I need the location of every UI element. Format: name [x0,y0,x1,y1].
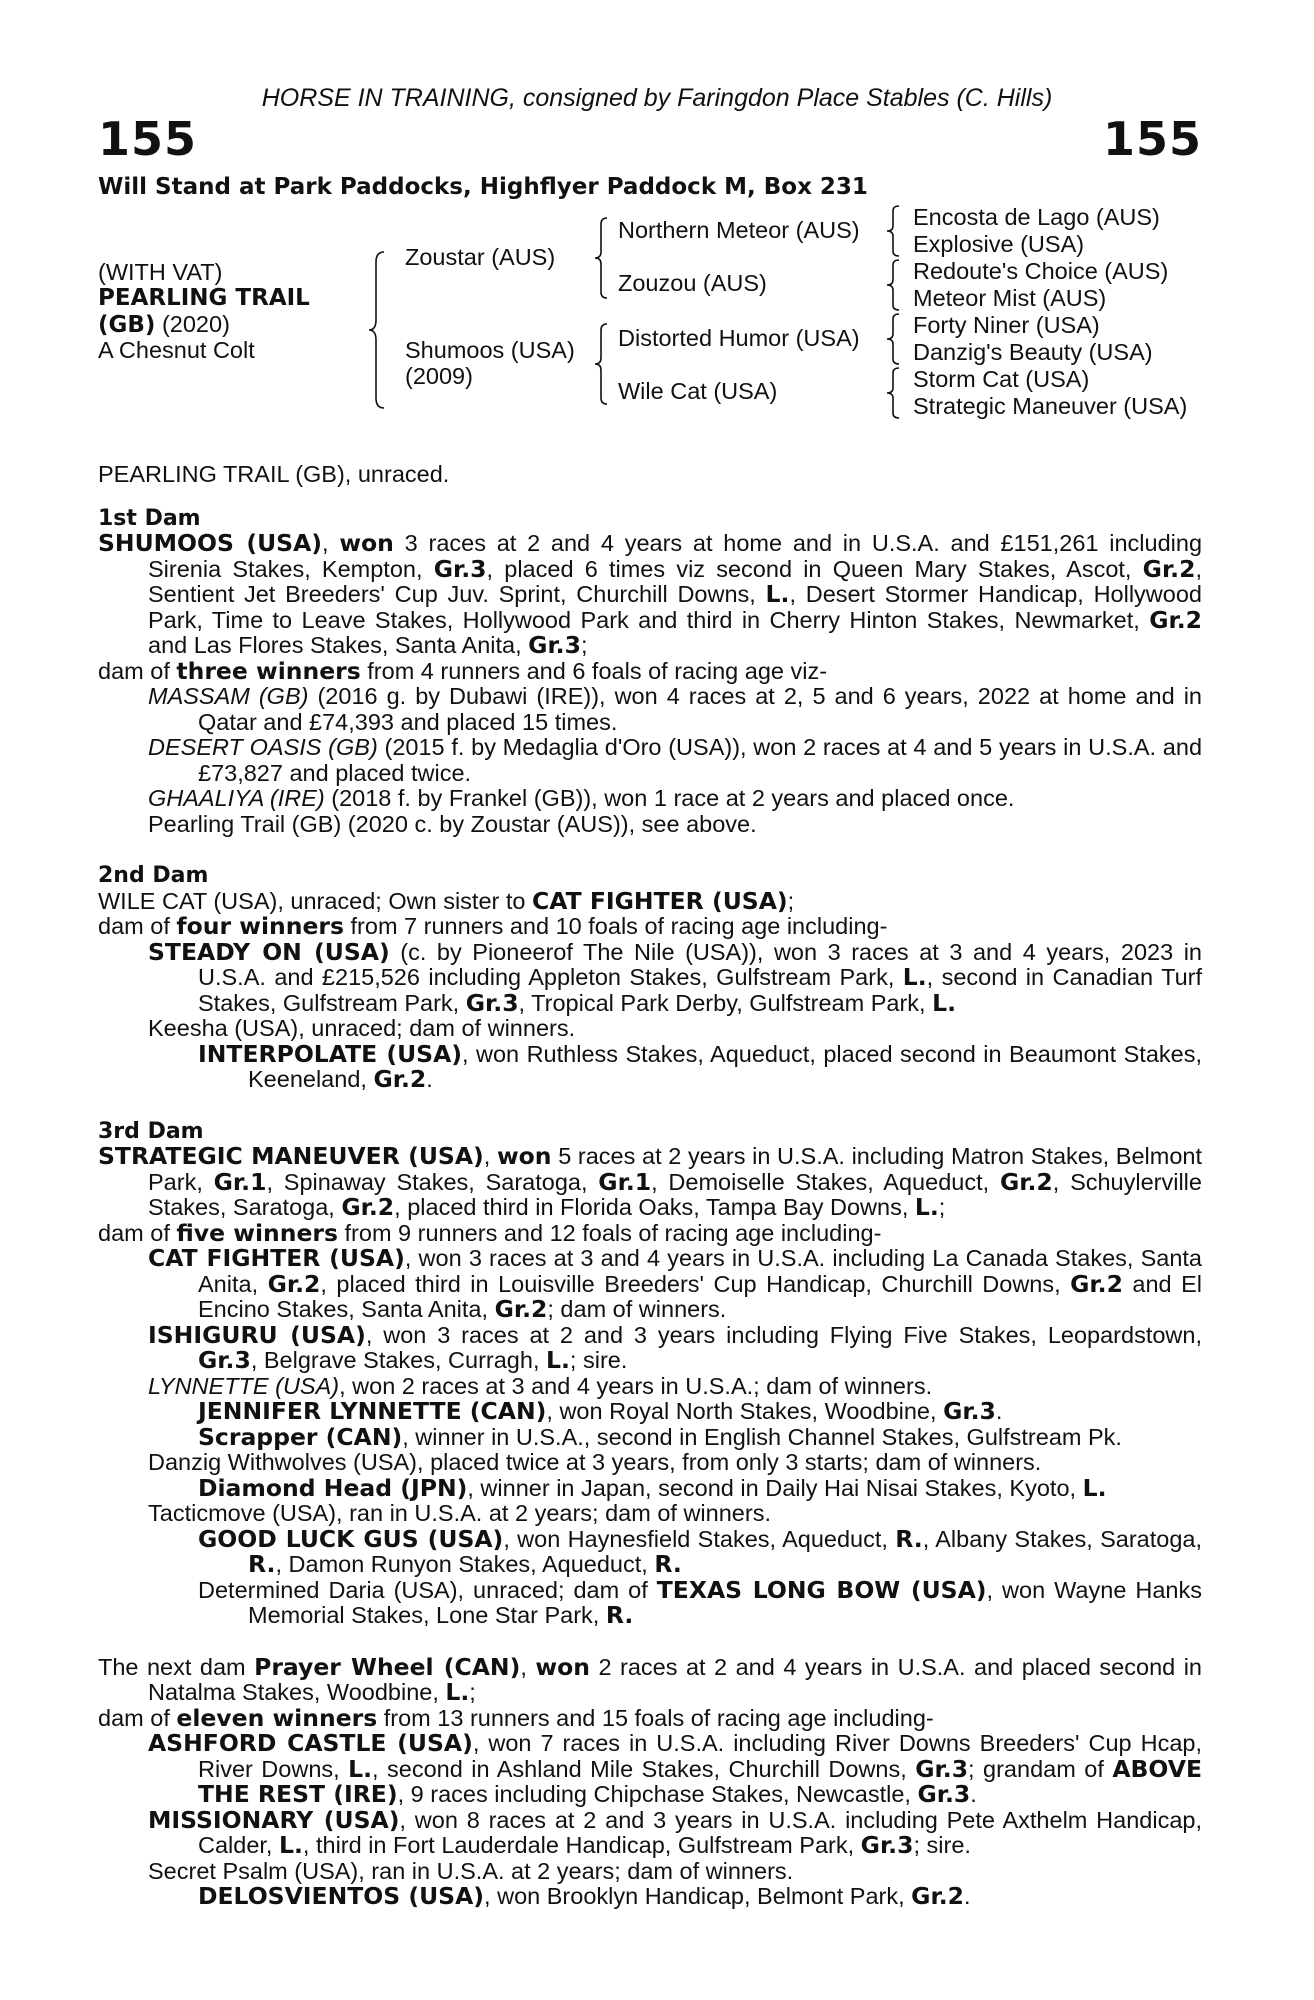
brace-1 [368,250,388,410]
dam-entry-wile-cat: WILE CAT (USA), unraced; Own sister to CAT FIGHTER (USA); [98,886,795,915]
brace-7 [885,366,901,420]
produce-diamond-head: Diamond Head (JPN), winner in Japan, second in Daily Hai Nisai Stakes, Kyoto, L. [198,1473,1107,1502]
grandparent-4: Meteor Mist (AUS) [913,285,1107,311]
dam-entry-shumoos: SHUMOOS (USA), won 3 races at 2 and 4 years at home and in U.S.A. and £151,261 including Sirenia Stakes, Kempton, Gr.3, placed 6 times viz second in Queen Mary Stakes, Ascot, Gr.2, Sentient Jet Breeders' Cup Juv. Sprint, Churchill Downs, L., Desert Stormer Handicap, Hollywood Park, Time to Leave Stakes, Hollywood Park and third in Cherry Hinton Stakes, Newmarket, Gr.2 and Las Flores Stakes, Santa Anita, Gr.3; [98,529,1203,659]
sire-dam: Zouzou (AUS) [618,270,767,296]
grandparent-7: Storm Cat (USA) [913,366,1090,392]
produce-massam: MASSAM (GB) (2016 g. by Dubawi (IRE)), won 4 races at 2, 5 and 6 years, 2022 at home and in Qatar and £74,393 and placed 15 times. [148,683,1202,735]
catalogue-body [98,462,1202,1910]
lot-number-left: 155 [98,112,198,166]
grandparent-2: Explosive (USA) [913,231,1085,257]
dam-dam: Wile Cat (USA) [618,378,778,404]
produce-ashford-castle: ASHFORD CASTLE (USA), won 7 races in U.S.A. including River Downs Breeders' Cup Hcap, River Downs, L., second in Ashland Mile Stakes, Churchill Downs, Gr.3; grandam of ABOVE THE REST (IRE), 9 races including Chipchase Stakes, Newcastle, Gr.3. [148,1729,1203,1808]
horse-description: A Chesnut Colt [98,337,255,363]
next-dam-produce-summary: dam of eleven winners from 13 runners and 15 foals of racing age including- [98,1703,934,1732]
produce-tacticmove: Tacticmove (USA), ran in U.S.A. at 2 years; dam of winners. [148,1500,771,1526]
dam3-produce-summary: dam of five winners from 9 runners and 12 foals of racing age including- [98,1218,882,1247]
produce-keesha: Keesha (USA), unraced; dam of winners. [148,1015,576,1041]
produce-delosvientos: DELOSVIENTOS (USA), won Brooklyn Handicap, Belmont Park, Gr.2. [198,1882,971,1910]
vat-note: (WITH VAT) [98,259,223,285]
produce-scrapper: Scrapper (CAN), winner in U.S.A., second in English Channel Stakes, Gulfstream Pk. [198,1422,1122,1451]
stand-location: Will Stand at Park Paddocks, Highflyer Paddock M, Box 231 [98,174,868,200]
produce-steady-on: STEADY ON (USA) (c. by Pioneerof The Nile (USA)), won 3 races at 3 and 4 years, 2023 in U.S.A. and £215,526 including Appleton Stakes, Gulfstream Park, L., second in Canadian Turf Stakes, Gulfstream Park, Gr.3, Tropical Park Derby, Gulfstream Park, L. [148,937,1202,1017]
grandparent-1: Encosta de Lago (AUS) [913,204,1160,230]
horse-name: PEARLING TRAIL [98,285,310,311]
produce-interpolate: INTERPOLATE (USA), won Ruthless Stakes, Aqueduct, placed second in Beaumont Stakes, Keeneland, Gr.2. [198,1039,1202,1093]
dam-sire: Distorted Humor (USA) [618,325,860,351]
lot-number-right: 155 [1102,112,1202,166]
brace-6 [885,312,901,366]
brace-2 [593,216,609,300]
horse-country-year: (GB) (2020) [98,311,230,338]
produce-desert-oasis: DESERT OASIS (GB) (2015 f. by Medaglia d'Oro (USA)), won 2 races at 4 and 5 years in U.S.A. and £73,827 and placed twice. [148,734,1203,786]
dam-produce-summary: dam of three winners from 4 runners and 6 foals of racing age viz- [98,656,828,685]
consignment-header: HORSE IN TRAINING, consigned by Faringdon Place Stables (C. Hills) [261,84,1053,112]
sire: Zoustar (AUS) [405,244,556,270]
next-dam-prayer-wheel: The next dam Prayer Wheel (CAN), won 2 races at 2 and 4 years in U.S.A. and placed second in Natalma Stakes, Woodbine, L.; [98,1652,1202,1706]
brace-3 [593,322,609,406]
produce-danzig-withwolves: Danzig Withwolves (USA), placed twice at 3 years, from only 3 starts; dam of winners. [148,1449,1042,1475]
produce-cat-fighter: CAT FIGHTER (USA), won 3 races at 3 and 4 years in U.S.A. including La Canada Stakes, Santa Anita, Gr.2, placed third in Louisville Breeders' Cup Handicap, Churchill Downs, Gr.2 and El Encino Stakes, Santa Anita, Gr.2; dam of winners. [148,1244,1202,1323]
produce-secret-psalm: Secret Psalm (USA), ran in U.S.A. at 2 years; dam of winners. [148,1857,794,1884]
sire-sire: Northern Meteor (AUS) [618,217,860,243]
produce-pearling-trail: Pearling Trail (GB) (2020 c. by Zoustar (AUS)), see above. [148,810,757,837]
section-2nd-dam: 2nd Dam [98,863,209,888]
produce-good-luck-gus: GOOD LUCK GUS (USA), won Haynesfield Stakes, Aqueduct, R., Albany Stakes, Saratoga, R., Damon Runyon Stakes, Aqueduct, R. [198,1524,1203,1578]
produce-ghaaliya: GHAALIYA (IRE) (2018 f. by Frankel (GB)), won 1 race at 2 years and placed once. [148,785,1015,811]
produce-jennifer-lynnette: JENNIFER LYNNETTE (CAN), won Royal North Stakes, Woodbine, Gr.3. [198,1397,1003,1425]
section-3rd-dam: 3rd Dam [98,1118,204,1144]
dam-year: (2009) [405,363,473,389]
dam: Shumoos (USA) [405,337,575,363]
section-1st-dam: 1st Dam [98,505,201,531]
race-summary: PEARLING TRAIL (GB), unraced. [98,461,450,487]
grandparent-5: Forty Niner (USA) [913,312,1100,338]
produce-ishiguru: ISHIGURU (USA), won 3 races at 2 and 3 years including Flying Five Stakes, Leopardstown, Gr.3, Belgrave Stakes, Curragh, L.; sire. [148,1320,1202,1374]
produce-lynnette: LYNNETTE (USA), won 2 races at 3 and 4 years in U.S.A.; dam of winners. [148,1372,933,1399]
brace-5 [885,258,901,312]
grandparent-3: Redoute's Choice (AUS) [913,258,1169,284]
dam2-produce-summary: dam of four winners from 7 runners and 10 foals of racing age including- [98,912,888,940]
produce-missionary: MISSIONARY (USA), won 8 races at 2 and 3 years in U.S.A. including Pete Axthelm Handicap, Calder, L., third in Fort Lauderdale Handicap, Gulfstream Park, Gr.3; sire. [148,1805,1202,1859]
produce-determined-daria: Determined Daria (USA), unraced; dam of TEXAS LONG BOW (USA), won Wayne Hanks Memorial Stakes, Lone Star Park, R. [198,1575,1202,1629]
brace-4 [885,204,901,258]
grandparent-6: Danzig's Beauty (USA) [913,339,1153,365]
grandparent-8: Strategic Maneuver (USA) [913,393,1188,419]
dam-entry-strategic-maneuver: STRATEGIC MANEUVER (USA), won 5 races at 2 years in U.S.A. including Matron Stakes, Belmont Park, Gr.1, Spinaway Stakes, Saratoga, Gr.1, Demoiselle Stakes, Aqueduct, Gr.2, Schuylerville Stakes, Saratoga, Gr.2, placed third in Florida Oaks, Tampa Bay Downs, L.; [98,1142,1203,1221]
